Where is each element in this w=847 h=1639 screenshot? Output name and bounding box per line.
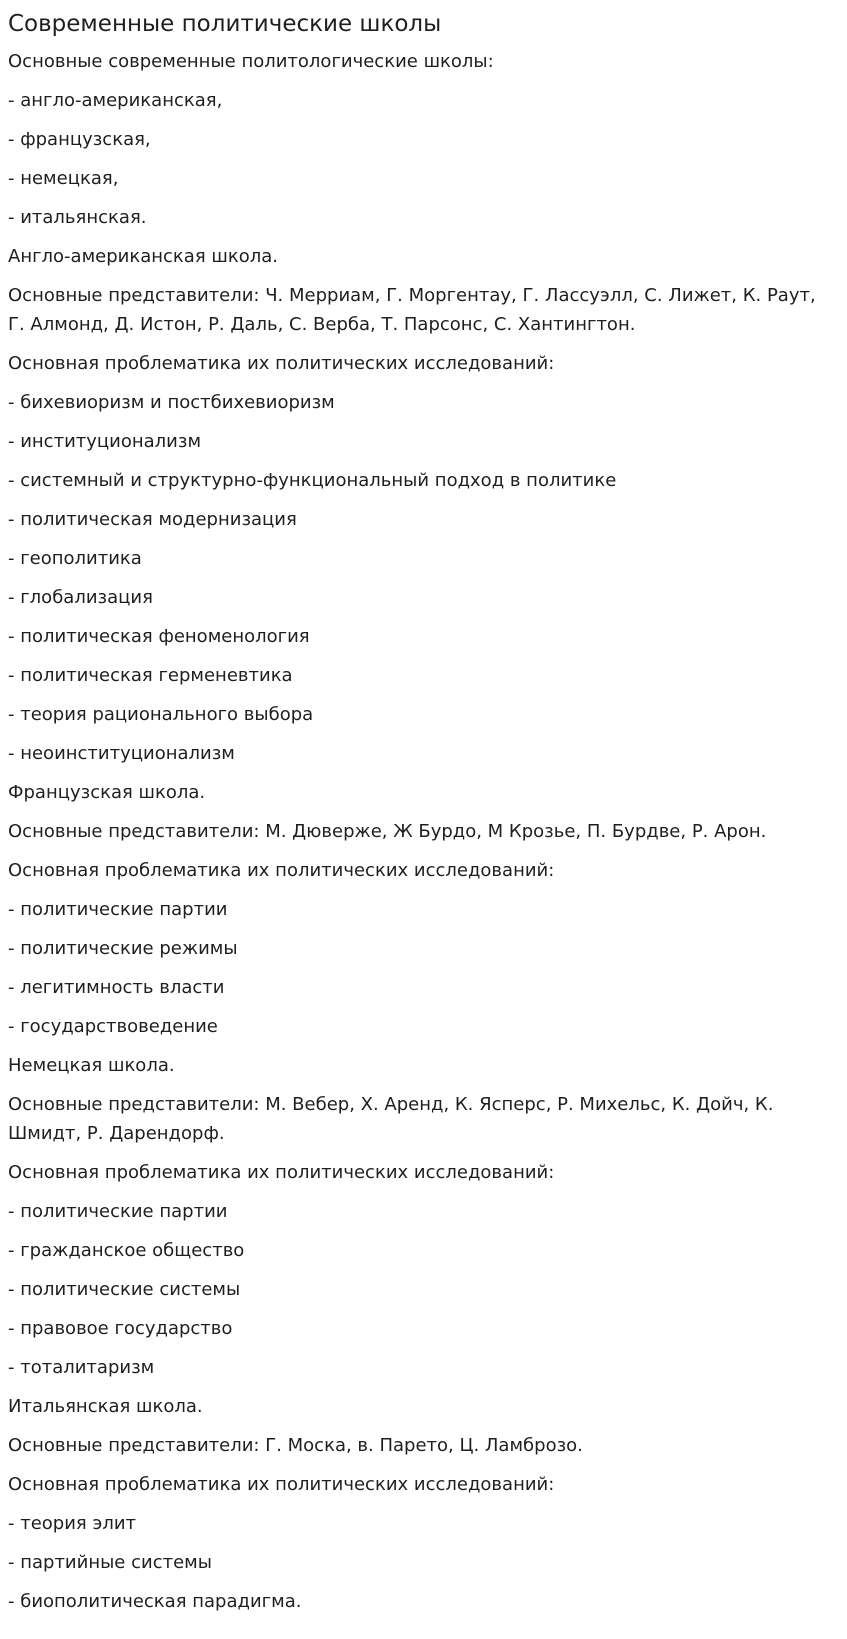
list-item: - государствоведение — [8, 1016, 218, 1037]
list-item: - политическая герменевтика — [8, 665, 293, 686]
list-item: - институционализм — [8, 431, 202, 452]
paragraph: Основные представители: Г. Моска, в. Парето, Ц. Ламброзо. — [8, 1435, 583, 1456]
list-item: - гражданское общество — [8, 1240, 245, 1261]
list-item: - геополитика — [8, 548, 142, 569]
paragraph: Основные представители: Ч. Мерриам, Г. Моргентау, Г. Лассуэлл, С. Лижет, К. Раут, Г. Алмонд, Д. Истон, Р. Даль, С. Верба, Т. Парсонс, С. Хантингтон. — [8, 285, 816, 335]
list-item: - политическая модернизация — [8, 509, 297, 530]
document-body — [8, 47, 839, 1616]
page-title: Современные политические школы — [8, 11, 442, 37]
list-item: - политические системы — [8, 1279, 241, 1300]
list-item: - биополитическая парадигма. — [8, 1591, 302, 1612]
list-item: - политическая феноменология — [8, 626, 310, 647]
list-item: - глобализация — [8, 587, 153, 608]
list-item: - немецкая, — [8, 168, 119, 189]
list-item: - теория рационального выбора — [8, 704, 314, 725]
paragraph: Основные представители: М. Дюверже, Ж Бурдо, М Крозье, П. Бурдве, Р. Арон. — [8, 821, 767, 842]
list-item: - тоталитаризм — [8, 1357, 155, 1378]
list-item: - теория элит — [8, 1513, 137, 1534]
list-item: - легитимность власти — [8, 977, 225, 998]
paragraph: Основная проблематика их политических исследований: — [8, 1474, 555, 1495]
list-item: - политические партии — [8, 899, 228, 920]
list-item: - англо-американская, — [8, 90, 223, 111]
section-heading: Французская школа. — [8, 782, 206, 803]
section-heading: Итальянская школа. — [8, 1396, 203, 1417]
list-item: - французская, — [8, 129, 151, 150]
section-heading: Немецкая школа. — [8, 1055, 175, 1076]
section-heading: Англо-американская школа. — [8, 246, 278, 267]
list-item: - бихевиоризм и постбихевиоризм — [8, 392, 335, 413]
paragraph: Основная проблематика их политических исследований: — [8, 1162, 555, 1183]
list-item: - системный и структурно-функциональный подход в политике — [8, 470, 617, 491]
paragraph: Основная проблематика их политических исследований: — [8, 860, 555, 881]
paragraph: Основные представители: М. Вебер, Х. Аренд, К. Ясперс, Р. Михельс, К. Дойч, К. Шмидт, Р. Дарендорф. — [8, 1094, 774, 1144]
list-item: - политические режимы — [8, 938, 238, 959]
list-item: - партийные системы — [8, 1552, 212, 1573]
list-item: - политические партии — [8, 1201, 228, 1222]
paragraph: Основные современные политологические школы: — [8, 51, 494, 72]
list-item: - правовое государство — [8, 1318, 233, 1339]
list-item: - неоинституционализм — [8, 743, 235, 764]
paragraph: Основная проблематика их политических исследований: — [8, 353, 555, 374]
list-item: - итальянская. — [8, 207, 147, 228]
